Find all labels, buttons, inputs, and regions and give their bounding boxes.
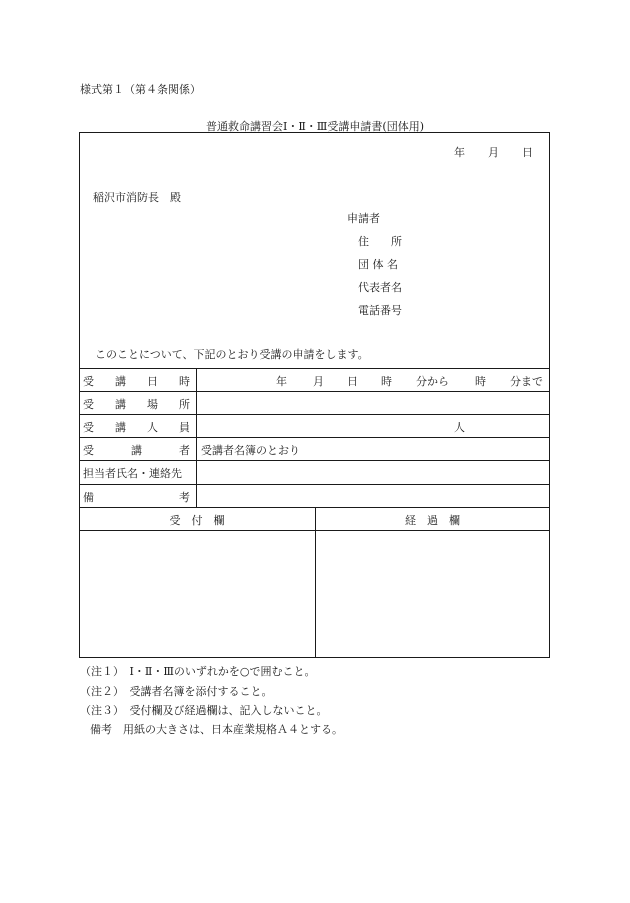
progress-header: 経 過 欄 — [405, 514, 460, 527]
datetime-hour2: 時 — [475, 375, 486, 388]
date-day-label: 日 — [522, 146, 533, 159]
table-top-line — [79, 368, 550, 369]
row-divider — [79, 391, 550, 392]
applicant-address-label: 住 所 — [358, 235, 402, 248]
datetime-day: 日 — [347, 375, 358, 388]
date-month-label: 月 — [488, 146, 499, 159]
datetime-from: 分から — [416, 375, 449, 388]
row-divider — [79, 460, 550, 461]
row-label-place: 受 講 場 所 — [83, 398, 190, 411]
row-label-count: 受 講 人 員 — [83, 421, 190, 434]
bottom-column-divider — [315, 507, 316, 658]
row-label-datetime: 受 講 日 時 — [83, 375, 190, 388]
label-column-divider — [196, 368, 197, 507]
row-label-attendees: 受 講 者 — [83, 444, 190, 457]
row-label-remarks: 備 考 — [83, 491, 190, 504]
applicant-phone-label: 電話番号 — [358, 304, 402, 317]
row-divider — [79, 484, 550, 485]
applicant-group-name-label: 団 体 名 — [358, 258, 398, 271]
form-number-label: 様式第１（第４条関係） — [80, 83, 201, 96]
row-label-contact: 担当者氏名・連絡先 — [83, 467, 182, 480]
note-2: （注２） 受講者名簿を添付すること。 — [80, 685, 273, 698]
attendees-value: 受講者名簿のとおり — [201, 444, 300, 457]
count-unit: 人 — [454, 421, 465, 434]
datetime-month: 月 — [313, 375, 324, 388]
applicant-representative-label: 代表者名 — [358, 281, 402, 294]
note-1: （注１） Ⅰ・Ⅱ・Ⅲのいずれかを○で囲むこと。 — [80, 665, 316, 678]
row-divider — [79, 414, 550, 415]
reception-header: 受 付 欄 — [169, 514, 225, 527]
row-divider — [79, 437, 550, 438]
datetime-hour: 時 — [381, 375, 392, 388]
intro-text: このことについて、下記のとおり受講の申請をします。 — [95, 348, 369, 361]
date-year-label: 年 — [454, 146, 465, 159]
document-title: 普通救命講習会Ⅰ・Ⅱ・Ⅲ受講申請書(団体用) — [205, 120, 424, 133]
applicant-heading: 申請者 — [347, 212, 380, 225]
addressee: 稲沢市消防長 殿 — [93, 191, 181, 204]
remarks-note: 備考 用紙の大きさは、日本産業規格Ａ４とする。 — [90, 723, 343, 736]
datetime-until: 分まで — [510, 375, 543, 388]
note-3: （注３） 受付欄及び経過欄は、記入しないこと。 — [80, 704, 328, 717]
datetime-year: 年 — [276, 375, 287, 388]
